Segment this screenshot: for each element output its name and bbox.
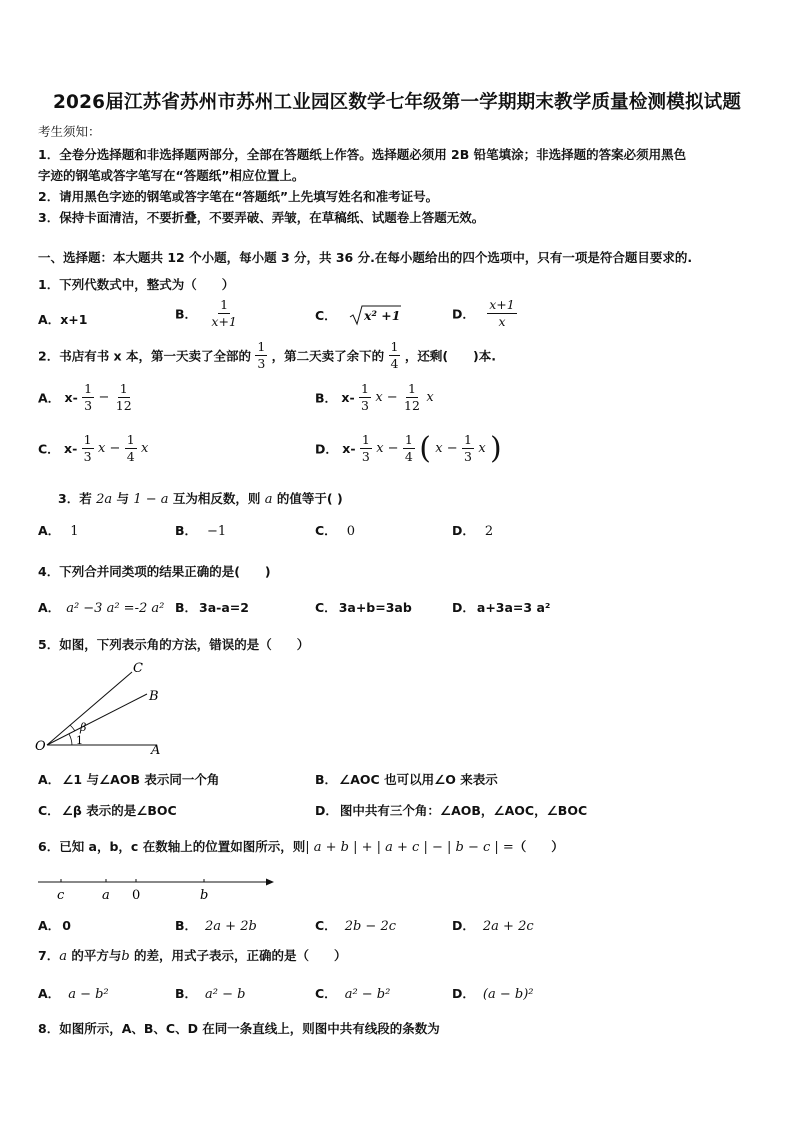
option-label: A．	[38, 390, 61, 406]
option-text: (a − b)²	[482, 987, 534, 1002]
stem-text: 2．书店有书 x 本，第一天卖了全部的	[38, 348, 251, 364]
option-text: 2b − 2c	[344, 919, 396, 934]
question-1-stem: 1．下列代数式中，整式为（ ）	[38, 277, 235, 292]
notice-item-1-line-2: 字迹的钢笔或答字笔写在“答题纸”相应位置上。	[38, 168, 305, 183]
q1-option-a	[38, 310, 87, 328]
denominator: x+1	[211, 313, 237, 329]
option-text: ∠1 与∠AOB 表示同一个角	[62, 772, 220, 787]
fraction	[359, 382, 371, 413]
denominator: 3	[361, 397, 369, 413]
expr-text: x	[426, 389, 434, 405]
q1-option-b	[175, 298, 239, 329]
option-label: C．	[315, 600, 337, 615]
option-text: −1	[207, 524, 227, 539]
option-label: D．	[452, 306, 475, 322]
stem-text: ，第二天卖了余下的	[271, 348, 385, 364]
math-expr: | a + b | + | a + c | − | b − c | =	[305, 840, 514, 855]
option-text: 图中共有三个角：∠AOB，∠AOC，∠BOC	[339, 803, 588, 818]
option-label: D．	[452, 600, 475, 615]
section-heading: 一、选择题：本大题共 12 个小题，每小题 3 分，共 36 分.在每小题给出的四个选项中，只有一项是符合题目要求的.	[38, 250, 693, 265]
radical-sign-icon	[349, 304, 401, 326]
expr-text: x-	[342, 441, 356, 456]
paren: (	[419, 431, 431, 466]
math-expr: a	[264, 492, 273, 507]
fraction	[125, 433, 137, 464]
numerator: x+1	[489, 297, 515, 312]
option-label: A．	[38, 918, 61, 933]
radicand: x² +1	[364, 308, 401, 323]
label-b: b	[200, 888, 209, 903]
stem-text: （ ）	[513, 839, 564, 854]
option-label: D．	[315, 441, 338, 457]
option-label: C．	[315, 986, 337, 1001]
numerator: 1	[84, 381, 93, 396]
numerator: 1	[126, 432, 135, 447]
expr-text: x −	[97, 440, 121, 456]
q3-option-a	[38, 521, 78, 539]
notice-heading: 考生须知：	[38, 124, 101, 139]
math-expr: b	[121, 949, 130, 964]
option-label: A．	[38, 312, 61, 327]
notice-item-3: 3．保持卡面清洁，不要折叠，不要弄破、弄皱，在草稿纸、试题卷上答题无效。	[38, 210, 485, 225]
option-label: B．	[175, 306, 198, 322]
stem-text: 互为相反数，则	[172, 491, 261, 506]
numerator: 1	[361, 432, 370, 448]
stem-text: 7．	[38, 948, 60, 963]
stem-text: 的差，用式子表示，正确的是（ ）	[134, 948, 347, 963]
q7-option-c	[315, 984, 390, 1002]
option-label: D．	[452, 986, 475, 1001]
numerator: 1	[361, 381, 369, 396]
stem-text: 6．已知 a，b，c 在数轴上的位置如图所示，则	[38, 839, 306, 854]
expr-text: x −	[376, 441, 399, 456]
denominator: 4	[390, 355, 399, 371]
option-label: D．	[315, 803, 338, 818]
q2-option-b	[315, 382, 434, 413]
expr-text: x	[141, 440, 149, 456]
option-text: 1	[70, 524, 79, 539]
option-label: D．	[452, 523, 475, 538]
q5-option-a	[38, 770, 219, 788]
arrow-right-icon	[266, 879, 274, 886]
label-one: 1	[76, 734, 83, 747]
option-label: B．	[175, 986, 198, 1001]
option-label: A．	[38, 772, 61, 787]
numerator: 1	[408, 381, 416, 396]
option-label: D．	[452, 918, 475, 933]
angle-1-arc	[69, 734, 72, 745]
notice-item-1-line-1: 1．全卷分选择题和非选择题两部分，全部在答题纸上作答。选择题必须用 2B 铅笔填涂；非选择题的答案必须用黑色	[38, 147, 687, 162]
option-text: 3a+b=3ab	[338, 600, 412, 615]
fraction	[402, 382, 422, 413]
fraction	[82, 433, 94, 464]
expr-text: −	[98, 389, 110, 405]
numerator: 1	[119, 381, 128, 396]
fraction	[462, 433, 474, 464]
q7-option-b	[175, 984, 245, 1002]
fraction	[360, 433, 372, 464]
denominator: 12	[115, 397, 132, 413]
q6-option-d	[452, 916, 534, 934]
q2-option-a	[38, 382, 134, 413]
numerator: 1	[83, 432, 92, 447]
option-text: 0	[62, 918, 71, 933]
q6-option-a	[38, 916, 71, 934]
angle-beta-arc	[70, 725, 75, 731]
expr-text: x-	[341, 389, 355, 405]
label-b: B	[149, 689, 159, 704]
q4-option-a	[38, 598, 164, 616]
option-text: a² −3 a² =-2 a²	[66, 601, 165, 616]
option-text: 2	[484, 524, 494, 539]
q4-option-c	[315, 598, 412, 616]
option-label: C．	[38, 803, 60, 818]
q5-option-c	[38, 801, 177, 819]
label-c: C	[133, 661, 143, 676]
fraction	[255, 340, 267, 371]
q4-option-d	[452, 598, 550, 616]
option-text: ∠β 表示的是∠BOC	[61, 803, 177, 818]
numerator: 1	[390, 339, 399, 354]
question-3-stem	[58, 489, 343, 507]
stem-text: 的平方与	[71, 948, 122, 963]
q1-option-c	[315, 304, 401, 326]
label-beta: β	[80, 721, 87, 734]
question-5-stem: 5．如图，下列表示角的方法，错误的是（ ）	[38, 637, 310, 652]
denominator: 3	[83, 448, 92, 464]
option-label: B．	[315, 772, 338, 787]
option-label: A．	[38, 986, 61, 1001]
fraction	[403, 433, 415, 464]
fraction	[389, 340, 401, 371]
math-expr: 1 − a	[133, 492, 169, 507]
expr-text: x-	[64, 440, 78, 456]
label-zero: 0	[132, 888, 141, 903]
fraction	[209, 298, 238, 329]
option-label: C．	[38, 441, 60, 457]
expr-text: x −	[375, 389, 398, 405]
number-line	[30, 870, 280, 904]
option-text: a − b²	[68, 987, 109, 1002]
stem-text: 的值等于( )	[276, 491, 343, 506]
math-expr: a	[59, 949, 67, 964]
q7-option-a	[38, 984, 109, 1002]
label-a: a	[102, 888, 110, 903]
label-c: c	[57, 888, 65, 903]
denominator: 12	[404, 397, 420, 413]
numerator: 1	[257, 339, 266, 354]
q6-option-c	[315, 916, 396, 934]
stem-text: 与	[116, 491, 129, 506]
page-title: 2026届江苏省苏州市苏州工业园区数学七年级第一学期期末教学质量检测模拟试题	[52, 92, 742, 113]
numerator: 1	[220, 297, 229, 312]
label-o: O	[35, 739, 46, 754]
q5-option-d	[315, 801, 587, 819]
q3-option-d	[452, 521, 493, 539]
denominator: 4	[404, 449, 413, 464]
q7-option-d	[452, 984, 533, 1002]
angle-figure	[30, 656, 170, 760]
question-4-stem: 4．下列合并同类项的结果正确的是( )	[38, 564, 271, 579]
expr-text: x −	[435, 441, 458, 456]
paren: )	[490, 431, 502, 466]
denominator: 3	[464, 449, 472, 464]
fraction	[487, 298, 516, 329]
denominator: x	[498, 313, 506, 329]
option-label: B．	[175, 523, 198, 538]
stem-text: ，还剩( )本.	[404, 348, 497, 364]
q4-option-b	[175, 598, 249, 616]
option-text: 0	[346, 524, 355, 539]
question-6-stem	[38, 837, 564, 855]
q3-option-b	[175, 521, 226, 539]
option-text: x+1	[60, 312, 88, 327]
option-label: C．	[315, 523, 337, 538]
option-text: 3a-a=2	[199, 600, 249, 615]
question-2-stem	[38, 340, 496, 371]
option-label: C．	[315, 308, 337, 323]
fraction	[114, 382, 134, 413]
q1-option-d	[452, 298, 517, 329]
option-text: a² − b	[205, 987, 246, 1002]
q2-option-c	[38, 433, 148, 464]
option-label: B．	[175, 918, 198, 933]
denominator: 3	[361, 449, 370, 464]
option-text: 2a + 2c	[482, 919, 534, 934]
expr-text: x	[478, 441, 486, 456]
q5-option-b	[315, 770, 498, 788]
label-a: A	[151, 743, 161, 758]
radical	[349, 304, 401, 326]
question-8-stem: 8．如图所示，A、B、C、D 在同一条直线上，则图中共有线段的条数为	[38, 1021, 440, 1036]
option-text: ∠AOC 也可以用∠O 来表示	[339, 772, 498, 787]
option-label: B．	[175, 600, 198, 615]
math-expr: 2a	[96, 492, 113, 507]
option-label: A．	[38, 600, 61, 615]
q3-option-c	[315, 521, 355, 539]
option-text: a² − b²	[344, 987, 391, 1002]
expr-text: x-	[64, 389, 78, 405]
numerator: 1	[404, 432, 413, 448]
denominator: 3	[257, 355, 266, 371]
question-7-stem	[38, 946, 347, 964]
fraction	[82, 382, 94, 413]
option-label: B．	[315, 390, 338, 406]
stem-text: 3．若	[58, 491, 92, 506]
denominator: 4	[126, 448, 135, 464]
option-label: C．	[315, 918, 337, 933]
notice-item-2: 2．请用黑色字迹的钢笔或答字笔在“答题纸”上先填写姓名和准考证号。	[38, 189, 439, 204]
option-text: 2a + 2b	[205, 919, 257, 934]
denominator: 3	[84, 397, 93, 413]
q6-option-b	[175, 916, 257, 934]
numerator: 1	[464, 432, 472, 448]
q2-option-d	[315, 431, 502, 466]
option-text: a+3a=3 a²	[476, 600, 551, 615]
option-label: A．	[38, 523, 61, 538]
